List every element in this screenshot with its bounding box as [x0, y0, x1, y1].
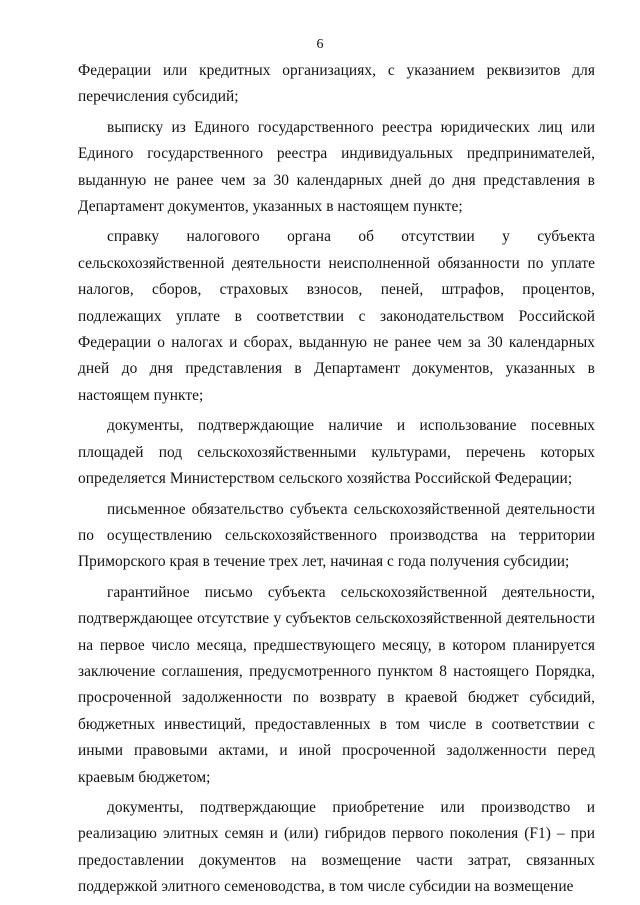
paragraph-tax-certificate: справку налогового органа об отсутствии у субъекта сельскохозяйственной деятельности неисполненной обязанности по уплате налогов, сборов, страховых взносов, пеней, штрафов, процентов, подлежащих уплате в соответствии с законодательством Российской Федерации о налогах и сборах, выданную не ранее чем за 30 календарных дней до дня представления в Департамент документов, указанных в настоящем пункте; — [78, 228, 595, 404]
paragraph-bank-details: Федерации или кредитных организациях, с указанием реквизитов для перечисления субсидий; — [78, 62, 595, 106]
paragraph-elite-seeds: документы, подтверждающие приобретение или производство и реализацию элитных семян и (или) гибридов первого поколения (F1) – при предоставлении документов на возмещение части затрат, связанных поддержкой элитного семеноводства, в том числе субсидии на возмещение — [78, 798, 595, 896]
paragraph-registry-extract: выписку из Единого государственного реестра юридических лиц или Единого государственного реестра индивидуальных предпринимателей, выданную не ранее чем за 30 календарных дней до дня представления в Департамент документов, указанных в настоящем пункте; — [78, 118, 595, 216]
page-number: 6 — [316, 37, 324, 52]
paragraph-written-obligation: письменное обязательство субъекта сельскохозяйственной деятельности по осуществлению сельскохозяйственного производства на территории Приморского края в течение трех лет, начиная с года получения субсидии; — [78, 500, 595, 571]
document-body — [78, 58, 595, 901]
paragraph-guarantee-letter: гарантийное письмо субъекта сельскохозяйственной деятельности, подтверждающее отсутствие у субъектов сельскохозяйственной деятельности на первое число месяца, предшествующего месяцу, в котором планируется заключение соглашения, предусмотренного пунктом 8 настоящего Порядка, просроченной задолженности по возврату в краевой бюджет субсидий, бюджетных инвестиций, предоставленных в том числе в соответствии с иными правовыми актами, и иной просроченной задолженности перед краевым бюджетом; — [78, 583, 595, 786]
paragraph-sown-areas: документы, подтверждающие наличие и использование посевных площадей под сельскохозяйственными культурами, перечень которых определяется Министерством сельского хозяйства Российской Федерации; — [78, 417, 595, 488]
